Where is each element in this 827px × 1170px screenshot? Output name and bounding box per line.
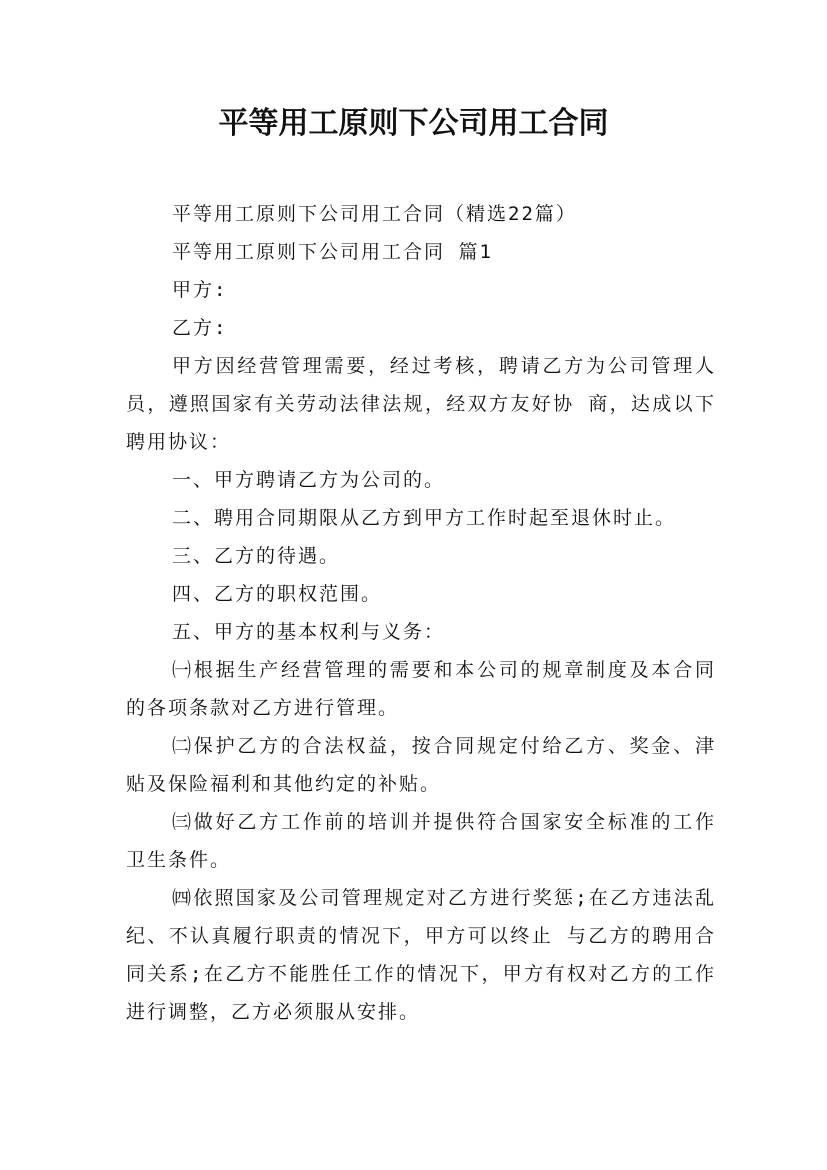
paragraph-party-b: 乙方: [172,317,228,339]
paragraph-clause-3: 三、乙方的待遇。 [172,545,341,567]
document-body [126,195,716,1031]
paragraph-clause-2: 二、聘用合同期限从乙方到甲方工作时起至退休时止。 [172,507,677,529]
paragraph-party-a: 甲方: [172,279,228,301]
paragraph-subclause-1: ㈠根据生产经营管理的需要和本公司的规章制度及本合同的各项条款对乙方进行管理。 [126,659,716,719]
document-title: 平等用工原则下公司用工合同 [218,106,609,141]
paragraph-preamble: 甲方因经营管理需要，经过考核，聘请乙方为公司管理人员，遵照国家有关劳动法律法规，经双方友好协 商，达成以下聘用协议： [126,355,716,453]
paragraph-section-heading: 平等用工原则下公司用工合同 篇1 [172,241,493,263]
paragraph-clause-5: 五、甲方的基本权利与义务： [172,621,446,643]
paragraph-subclause-2: ㈡保护乙方的合法权益，按合同规定付给乙方、奖金、津贴及保险福利和其他约定的补贴。 [126,735,716,795]
paragraph-subtitle: 平等用工原则下公司用工合同（精选22篇） [172,203,577,225]
paragraph-clause-4: 四、乙方的职权范围。 [172,583,383,605]
paragraph-subclause-3: ㈢做好乙方工作前的培训并提供符合国家安全标准的工作卫生条件。 [126,811,716,871]
paragraph-subclause-4: ㈣依照国家及公司管理规定对乙方进行奖惩;在乙方违法乱纪、不认真履行职责的情况下，甲方可以终止 与乙方的聘用合同关系;在乙方不能胜任工作的情况下，甲方有权对乙方的工作进行调整，乙方必须服从安排。 [126,887,716,1023]
paragraph-clause-1: 一、甲方聘请乙方为公司的。 [172,469,446,491]
